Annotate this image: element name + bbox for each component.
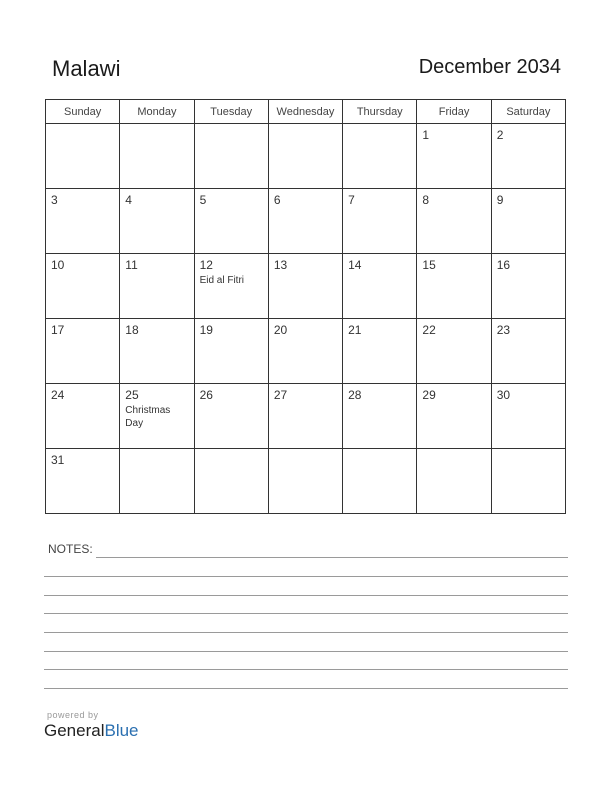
- day-cell: [194, 124, 268, 189]
- day-cell: [194, 189, 268, 254]
- weekday-header: Friday: [417, 100, 491, 124]
- note-line: [44, 595, 568, 596]
- brand-blue-text: Blue: [104, 721, 139, 740]
- day-cell: [417, 384, 491, 449]
- day-number: 9: [496, 193, 504, 207]
- note-line: [44, 576, 568, 577]
- day-cell: [46, 254, 120, 319]
- day-cell: [194, 254, 268, 319]
- day-cell: [46, 319, 120, 384]
- day-number: 25: [125, 388, 139, 402]
- brand-general-text: General: [44, 721, 105, 740]
- week-row: [46, 384, 566, 449]
- day-number: 13: [273, 258, 288, 272]
- day-cell: [417, 449, 491, 514]
- day-cell: [343, 319, 417, 384]
- day-cell: [268, 319, 342, 384]
- day-cell: [343, 384, 417, 449]
- weekday-header-row: [46, 100, 566, 124]
- day-number: 29: [422, 388, 436, 402]
- day-number: 17: [51, 323, 65, 337]
- day-cell: [268, 384, 342, 449]
- day-cell: [343, 124, 417, 189]
- day-cell: [491, 384, 565, 449]
- day-number: 5: [199, 193, 207, 207]
- day-cell: [120, 189, 194, 254]
- powered-by-label: powered by: [47, 710, 99, 720]
- day-cell: [120, 124, 194, 189]
- holiday-label: Eid al Fitri: [199, 275, 245, 286]
- day-number: 11: [125, 258, 138, 272]
- day-cell: [268, 449, 342, 514]
- day-cell: [491, 254, 565, 319]
- weekday-header: Sunday: [46, 100, 120, 124]
- day-number: 19: [199, 323, 213, 337]
- day-cell: [417, 319, 491, 384]
- day-number: 3: [51, 193, 58, 207]
- day-cell: [46, 384, 120, 449]
- week-row: [46, 449, 566, 514]
- notes-label: NOTES:: [48, 542, 93, 556]
- day-number: 16: [496, 258, 511, 272]
- weekday-header: Thursday: [343, 100, 417, 124]
- day-cell: [417, 189, 491, 254]
- day-number: 26: [199, 388, 213, 402]
- day-number: 23: [496, 323, 511, 337]
- day-cell: [417, 254, 491, 319]
- day-cell: [491, 189, 565, 254]
- day-number: 2: [496, 128, 504, 142]
- generalblue-logo[interactable]: [44, 721, 139, 741]
- note-line: [44, 688, 568, 689]
- day-number: 15: [422, 258, 436, 272]
- day-number: 1: [422, 128, 430, 142]
- day-cell: [343, 189, 417, 254]
- day-number: 8: [422, 193, 430, 207]
- day-cell: [194, 319, 268, 384]
- day-number: 21: [348, 323, 362, 337]
- weekday-header: Saturday: [491, 100, 565, 124]
- holiday-label: Christmas Day: [125, 405, 171, 429]
- calendar-grid: [45, 99, 566, 514]
- day-number: 7: [348, 193, 355, 207]
- day-cell: [343, 449, 417, 514]
- day-number: 30: [496, 388, 511, 402]
- day-cell: [120, 254, 194, 319]
- day-cell: [491, 319, 565, 384]
- note-line: [44, 669, 568, 670]
- week-row: [46, 319, 566, 384]
- weekday-header: Wednesday: [268, 100, 342, 124]
- day-cell: [194, 384, 268, 449]
- day-cell: [46, 189, 120, 254]
- day-cell: [268, 254, 342, 319]
- day-cell: [491, 449, 565, 514]
- weekday-header: Monday: [120, 100, 194, 124]
- day-number: 22: [422, 323, 436, 337]
- day-cell: [120, 319, 194, 384]
- note-line: [44, 632, 568, 633]
- day-cell: [120, 449, 194, 514]
- day-cell: [417, 124, 491, 189]
- week-row: [46, 189, 566, 254]
- note-line: [44, 613, 568, 614]
- day-number: 24: [51, 388, 65, 402]
- day-cell: [268, 189, 342, 254]
- day-number: 27: [273, 388, 288, 402]
- day-number: 14: [348, 258, 362, 272]
- day-number: 18: [125, 323, 139, 337]
- day-cell: [46, 124, 120, 189]
- day-cell: [46, 449, 120, 514]
- day-number: 28: [348, 388, 362, 402]
- note-line: [96, 557, 568, 558]
- day-cell: [343, 254, 417, 319]
- week-row: [46, 124, 566, 189]
- note-line: [44, 651, 568, 652]
- day-cell: [194, 449, 268, 514]
- day-cell: [268, 124, 342, 189]
- country-title: Malawi: [52, 56, 121, 81]
- day-cell: [120, 384, 194, 449]
- month-year-title: December 2034: [418, 56, 561, 78]
- day-number: 31: [51, 453, 65, 467]
- day-number: 10: [51, 258, 65, 272]
- week-row: [46, 254, 566, 319]
- day-number: 6: [273, 193, 281, 207]
- day-number: 12: [199, 258, 213, 272]
- day-number: 4: [125, 193, 132, 207]
- day-cell: [491, 124, 565, 189]
- day-number: 20: [273, 323, 288, 337]
- weekday-header: Tuesday: [194, 100, 268, 124]
